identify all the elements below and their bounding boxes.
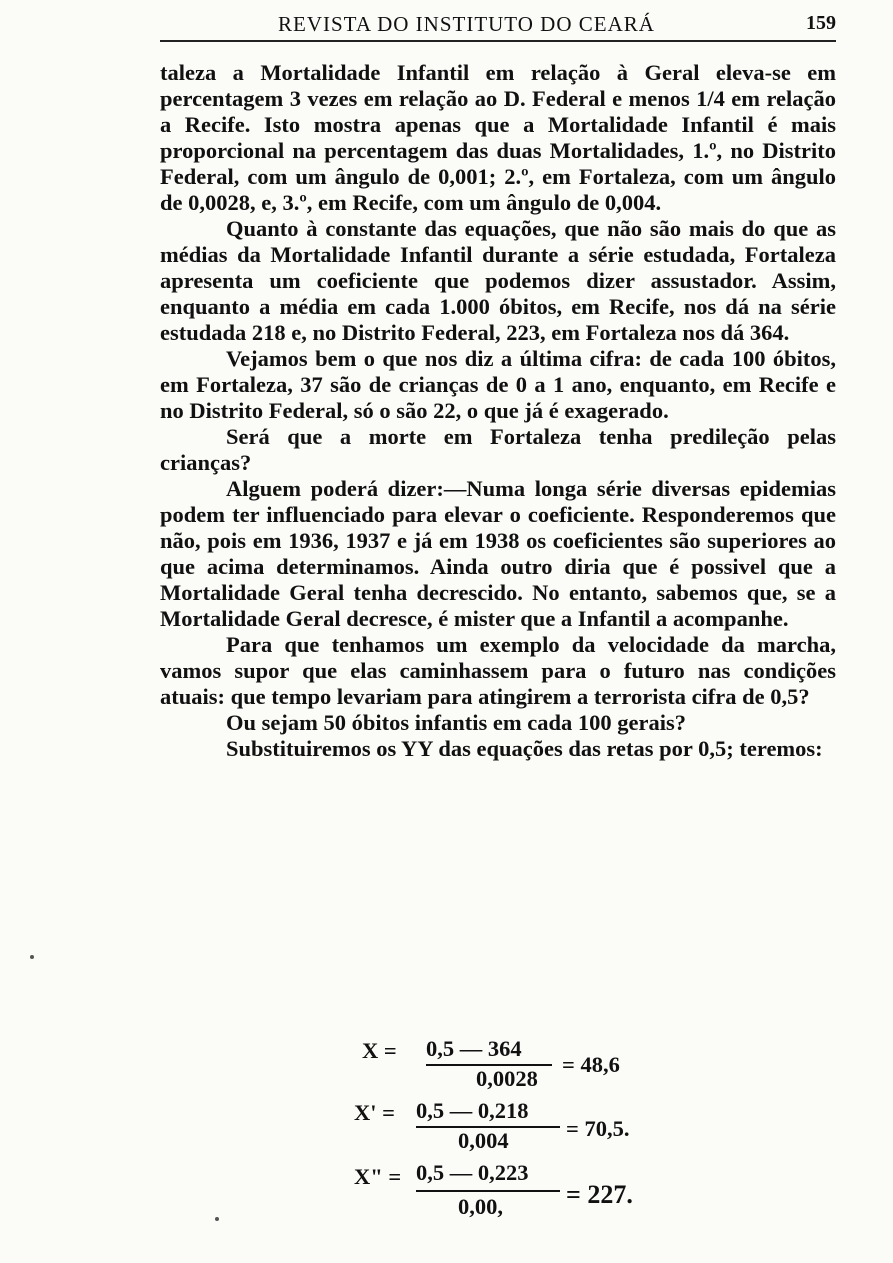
running-header: [160, 8, 836, 42]
equation-denominator: 0,004: [458, 1128, 509, 1153]
print-speck: [215, 1217, 219, 1221]
equation-result: = 48,6: [562, 1052, 620, 1077]
paragraph: Para que tenhamos um exemplo da velocidade da marcha, vamos supor que elas caminhassem para o futuro nas condições atuais: que tempo levariam para atingirem a terrorista cifra de 0,5?: [160, 632, 836, 709]
fraction-bar: [416, 1190, 560, 1192]
equation-lhs: X =: [362, 1038, 397, 1063]
equation-numerator: 0,5 — 0,218: [416, 1098, 529, 1123]
paragraph: Vejamos bem o que nos diz a última cifra: de cada 100 óbitos, em Fortaleza, 37 são de crianças de 0 a 1 ano, enquanto, em Recife e no Distrito Federal, só o são 22, o que já é exagerado.: [160, 346, 836, 423]
equation-x: [352, 1036, 672, 1096]
equation-x-double-prime: [352, 1160, 672, 1220]
equation-lhs: X' =: [354, 1100, 395, 1125]
journal-title: REVISTA DO INSTITUTO DO CEARÁ: [278, 12, 655, 36]
equation-numerator: 0,5 — 0,223: [416, 1160, 529, 1185]
equation-result: = 227.: [566, 1180, 633, 1209]
equation-result: = 70,5.: [566, 1116, 630, 1141]
paragraph: Substituiremos os YY das equações das retas por 0,5; teremos:: [226, 736, 823, 761]
equation-x-prime: [352, 1098, 672, 1158]
page-number: 159: [806, 12, 836, 34]
print-speck: [30, 955, 34, 959]
paragraph: Quanto à constante das equações, que não são mais do que as médias da Mortalidade Infantil durante a série estudada, Fortaleza apresenta um coeficiente que podemos dizer assustador. Assim, enquanto a média em cada 1.000 óbitos, em Recife, nos dá na série estudada 218 e, no Distrito Federal, 223, em Fortaleza nos dá 364.: [160, 216, 836, 345]
paragraph: Ou sejam 50 óbitos infantis em cada 100 gerais?: [226, 710, 686, 735]
equation-denominator: 0,00,: [458, 1194, 503, 1219]
paragraph: Será que a morte em Fortaleza tenha predileção pelas crianças?: [160, 424, 836, 475]
equation-denominator: 0,0028: [476, 1066, 538, 1091]
paragraph: Alguem poderá dizer:—Numa longa série diversas epidemias podem ter influenciado para elevar o coeficiente. Responderemos que não, pois em 1936, 1937 e já em 1938 os coeficientes são superiores ao que acima determinamos. Ainda outro diria que é possivel que a Mortalidade Geral tenha decrescido. No entanto, sabemos que, se a Mortalidade Geral decresce, é mister que a Infantil a acompanhe.: [160, 476, 836, 631]
equation-numerator: 0,5 — 364: [426, 1036, 522, 1061]
equation-lhs: X" =: [354, 1164, 402, 1189]
paragraph: taleza a Mortalidade Infantil em relação à Geral eleva-se em percentagem 3 vezes em relação ao D. Federal e menos 1/4 em relação a Recife. Isto mostra apenas que a Mortalidade Infantil é mais proporcional na percentagem das duas Mortalidades, 1.º, no Distrito Federal, com um ângulo de 0,001; 2.º, em Fortaleza, com um ângulo de 0,0028, e, 3.º, em Recife, com um ângulo de 0,004.: [160, 60, 836, 215]
article-body: [160, 60, 836, 762]
